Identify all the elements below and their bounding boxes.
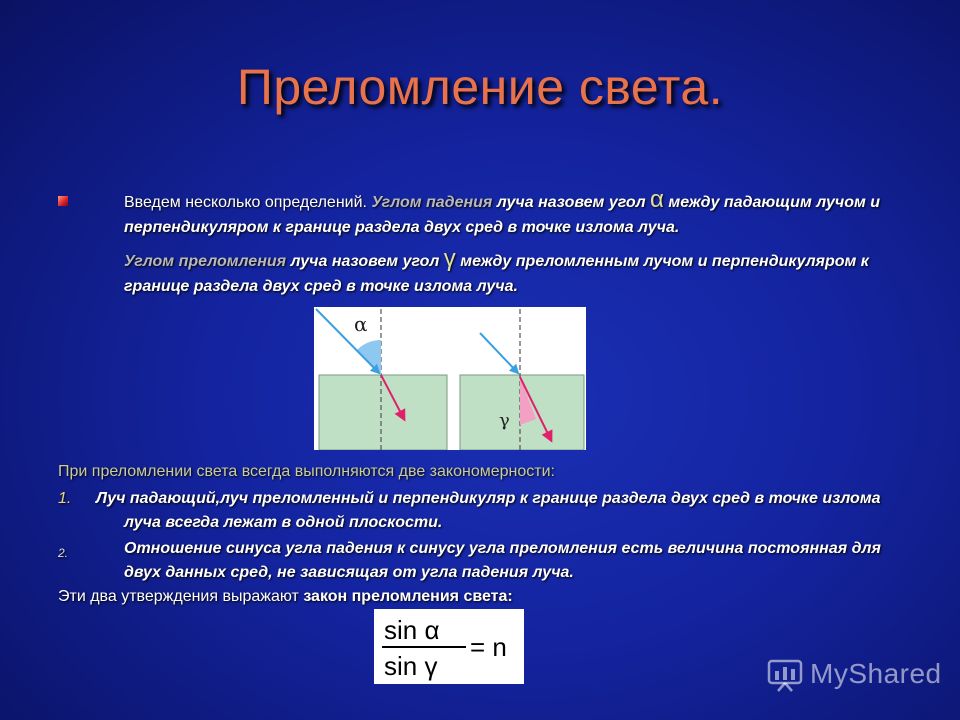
definition-incidence-angle <box>124 187 914 240</box>
definition-refraction-angle <box>124 246 914 299</box>
closing-statement <box>58 588 513 606</box>
right-angle-label: γ <box>499 410 510 431</box>
snell-formula-svg <box>374 609 524 684</box>
right-incident-ray <box>480 333 518 373</box>
definition-text-a: луча назовем угол <box>496 194 646 211</box>
refraction-diagram <box>314 307 586 450</box>
left-angle-label: α <box>354 312 368 336</box>
left-medium <box>319 375 447 450</box>
formula-equals-n: = n <box>470 632 507 662</box>
law-item-2-text: Отношение синуса угла падения к синусу угла преломления есть величина постоянная для двух данных сред, не зависящая от угла падения луча. <box>124 540 881 581</box>
formula-denominator: sin γ <box>384 651 438 681</box>
laws-intro: При преломлении света всегда выполняются две закономерности: <box>58 463 555 480</box>
watermark-text: MyShared <box>810 658 942 689</box>
bullet-square-icon <box>58 196 68 206</box>
formula-numerator: sin α <box>384 615 440 645</box>
law-item-1-number: 1. <box>58 490 72 507</box>
closing-law-name: закон преломления света: <box>303 588 513 605</box>
definition-text-d: между преломленным лучом и перпендикуляром к границе раздела двух сред в точке излома луча. <box>124 253 869 295</box>
definition-text-c: луча назовем угол <box>290 253 440 270</box>
left-incident-ray <box>316 309 379 373</box>
term-refraction-angle: Углом преломления <box>124 253 287 270</box>
intro-text: Введем несколько определений. <box>124 194 367 211</box>
myshared-logo-icon <box>766 655 804 693</box>
refraction-diagram-svg <box>314 307 586 450</box>
term-incidence-angle: Углом падения <box>371 194 493 211</box>
slide-title: Преломление света. <box>236 59 724 115</box>
alpha-symbol: α <box>650 186 664 213</box>
definition-text-b: между падающим лучом и перпендикуляром к границе раздела двух сред в точке излома луча. <box>124 194 881 236</box>
law-item-2-number: 2. <box>58 546 69 560</box>
law-item-1-text: Луч падающий,луч преломленный и перпендикуляр к границе раздела двух сред в точке излома луча всегда лежат в одной плоскости. <box>96 490 881 531</box>
snell-formula <box>374 609 524 684</box>
closing-plain: Эти два утверждения выражают <box>58 588 299 605</box>
gamma-symbol: γ <box>443 245 456 272</box>
left-panel <box>316 309 447 450</box>
myshared-watermark <box>766 654 942 694</box>
left-angle-arc <box>356 340 381 375</box>
right-panel <box>460 309 584 450</box>
